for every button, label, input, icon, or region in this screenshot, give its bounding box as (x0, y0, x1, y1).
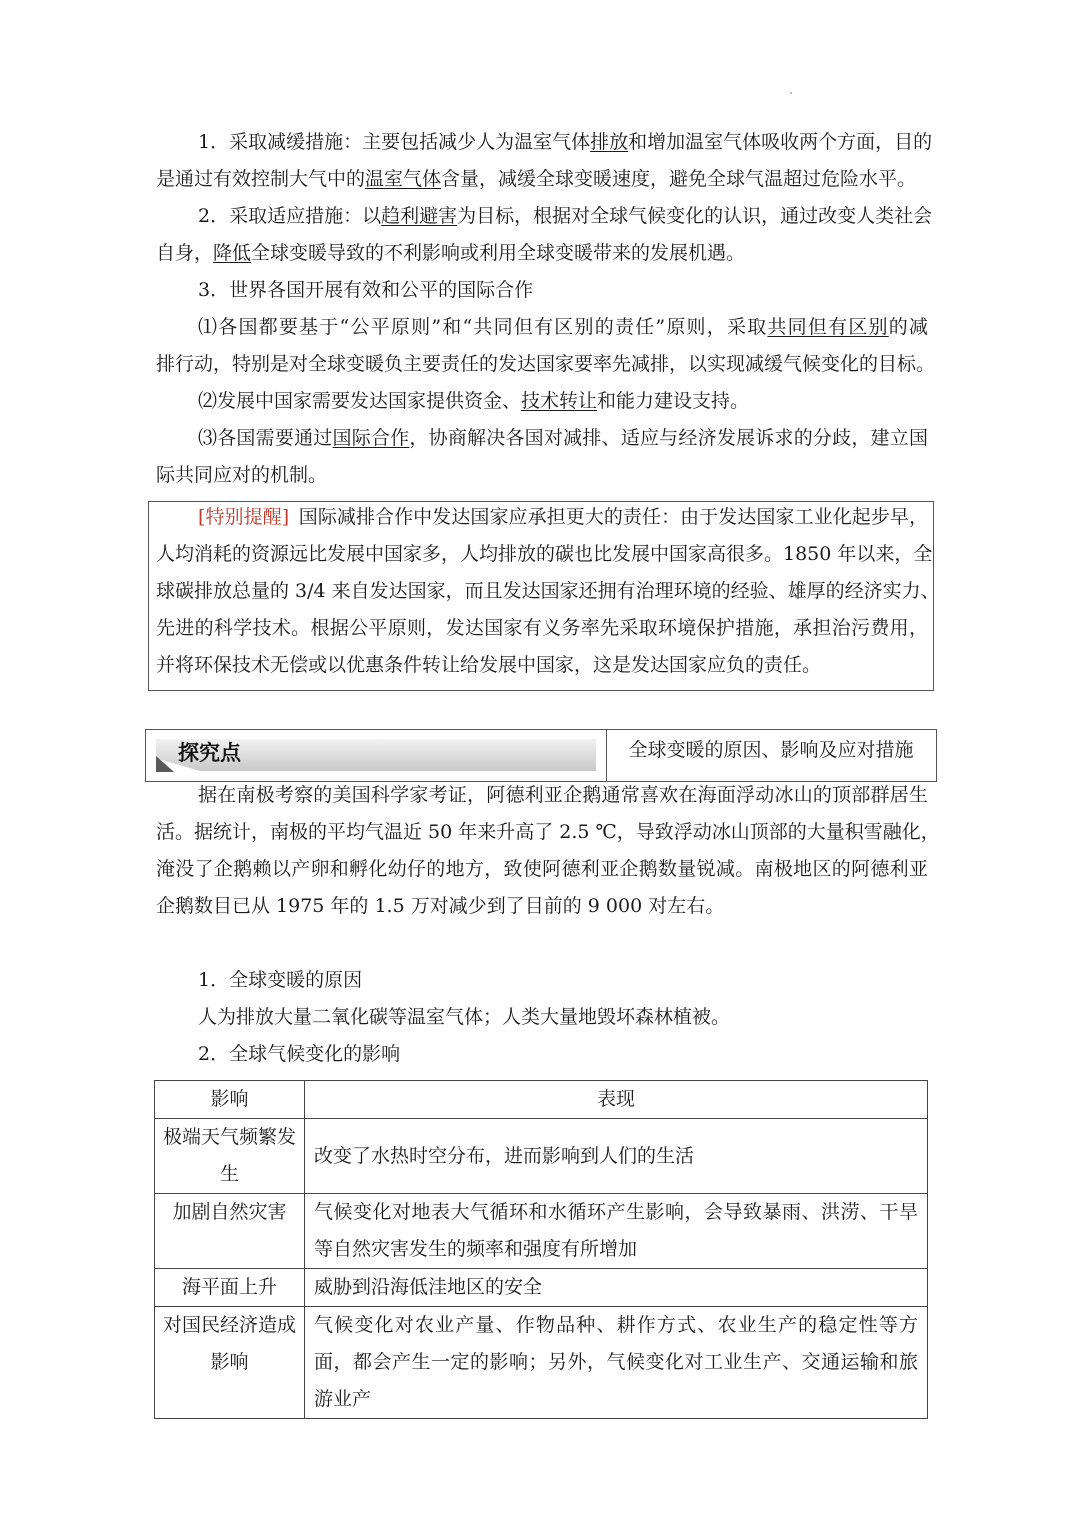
manifest-cell: 改变了水热时空分布，进而影响到人们的生活 (305, 1119, 928, 1194)
effects-table (154, 1080, 928, 1419)
measure-3-3-line-2: 际共同应对的机制。 (156, 464, 328, 486)
keyword-reduce: 降低 (213, 242, 252, 264)
impact-cell: 海平面上升 (155, 1269, 305, 1307)
special-tip-line-2: 人均消耗的资源远比发展中国家多，人均排放的碳也比发展中国家高很多。1850 年以来，全 (156, 543, 933, 565)
table-row (155, 1307, 928, 1419)
manifest-cell: 气候变化对地表大气循环和水循环产生影响，会导致暴雨、洪涝、干旱等自然灾害发生的频率和强度有所增加 (305, 1194, 928, 1269)
measure-2-line-1: 2．采取适应措施：以趋利避害为目标，根据对全球气候变化的认识，通过改变人类社会 (198, 205, 933, 227)
impact-cell: 极端天气频繁发生 (155, 1119, 305, 1194)
table-row (155, 1119, 928, 1194)
case-line-2: 活。据统计，南极的平均气温近 50 年来升高了 2.5 ℃，导致浮动冰山顶部的大量积雪融化， (156, 821, 940, 843)
special-tip-line-4: 先进的科学技术。根据公平原则，发达国家有义务率先采取环境保护措施，承担治污费用， (156, 617, 928, 639)
keyword-emission: 排放 (590, 131, 629, 153)
keyword-tech-transfer: 技术转让 (521, 390, 598, 412)
column-header-impact: 影响 (155, 1081, 305, 1119)
explore-point-title: 全球变暖的原因、影响及应对措施 (628, 739, 914, 761)
table-row (155, 1194, 928, 1269)
measure-3-1-line-2: 排行动，特别是对全球变暖负主要责任的发达国家要率先减排，以实现减缓气候变化的目标。 (156, 353, 936, 375)
measure-3-2: ⑵发展中国家需要发达国家提供资金、技术转让和能力建设支持。 (198, 390, 750, 412)
explore-point-header (145, 729, 937, 782)
table-header-row (155, 1081, 928, 1119)
keyword-intl-cooperation: 国际合作 (332, 427, 410, 449)
measure-3-3-line-1: ⑶各国需要通过国际合作，协商解决各国对减排、适应与经济发展诉求的分歧，建立国 (198, 427, 928, 449)
causes-text: 人为排放大量二氧化碳等温室气体；人类大量地毁坏森林植被。 (198, 1006, 731, 1028)
special-tip-line-3: 球碳排放总量的 3/4 来自发达国家，而且发达国家还拥有治理环境的经验、雄厚的经济实力、 (156, 580, 940, 602)
table-row (155, 1269, 928, 1307)
measure-1-line-2: 是通过有效控制大气中的温室气体含量，减缓全球变暖速度，避免全球气温超过危险水平。 (156, 168, 917, 190)
effects-heading: 2．全球气候变化的影响 (198, 1043, 401, 1065)
measure-3-1-line-1: ⑴各国都要基于“公平原则”和“共同但有区别的责任”原则，采取共同但有区别的减 (198, 316, 928, 338)
keyword-seek-benefit: 趋利避害 (381, 205, 458, 227)
keyword-greenhouse-gas: 温室气体 (365, 168, 442, 190)
keyword-common-differentiated: 共同但有区别 (767, 316, 889, 338)
special-tip-tag: [特别提醒] (198, 506, 290, 528)
special-tip-line-1: [特别提醒] 国际减排合作中发达国家应承担更大的责任：由于发达国家工业化起步早， (198, 506, 928, 528)
measure-3-heading: 3．世界各国开展有效和公平的国际合作 (198, 279, 534, 301)
measure-1-line-1: 1．采取减缓措施：主要包括减少人为温室气体排放和增加温室气体吸收两个方面，目的 (198, 131, 933, 153)
impact-cell: 对国民经济造成影响 (155, 1307, 305, 1419)
explore-point-label: 探究点 (178, 740, 241, 765)
case-line-1: 据在南极考察的美国科学家考证，阿德利亚企鹅通常喜欢在海面浮动冰山的顶部群居生 (198, 784, 928, 806)
manifest-cell: 威胁到沿海低洼地区的安全 (305, 1269, 928, 1307)
column-header-manifestation: 表现 (305, 1081, 928, 1119)
measure-2-line-2: 自身，降低全球变暖导致的不利影响或利用全球变暖带来的发展机遇。 (156, 242, 746, 264)
impact-cell: 加剧自然灾害 (155, 1194, 305, 1269)
case-line-3: 淹没了企鹅赖以产卵和孵化幼仔的地方，致使阿德利亚企鹅数量锐减。南极地区的阿德利亚 (156, 858, 928, 880)
manifest-cell: 气候变化对农业产量、作物品种、耕作方式、农业生产的稳定性等方面，都会产生一定的影响；另外，气候变化对工业生产、交通运输和旅游业产 (305, 1307, 928, 1419)
causes-heading: 1．全球变暖的原因 (198, 969, 363, 991)
case-line-4: 企鹅数目已从 1975 年的 1.5 万对减少到了目前的 9 000 对左右。 (156, 895, 725, 917)
scan-speck (790, 92, 792, 94)
special-tip-line-5: 并将环保技术无偿或以优惠条件转让给发展中国家，这是发达国家应负的责任。 (156, 654, 822, 676)
